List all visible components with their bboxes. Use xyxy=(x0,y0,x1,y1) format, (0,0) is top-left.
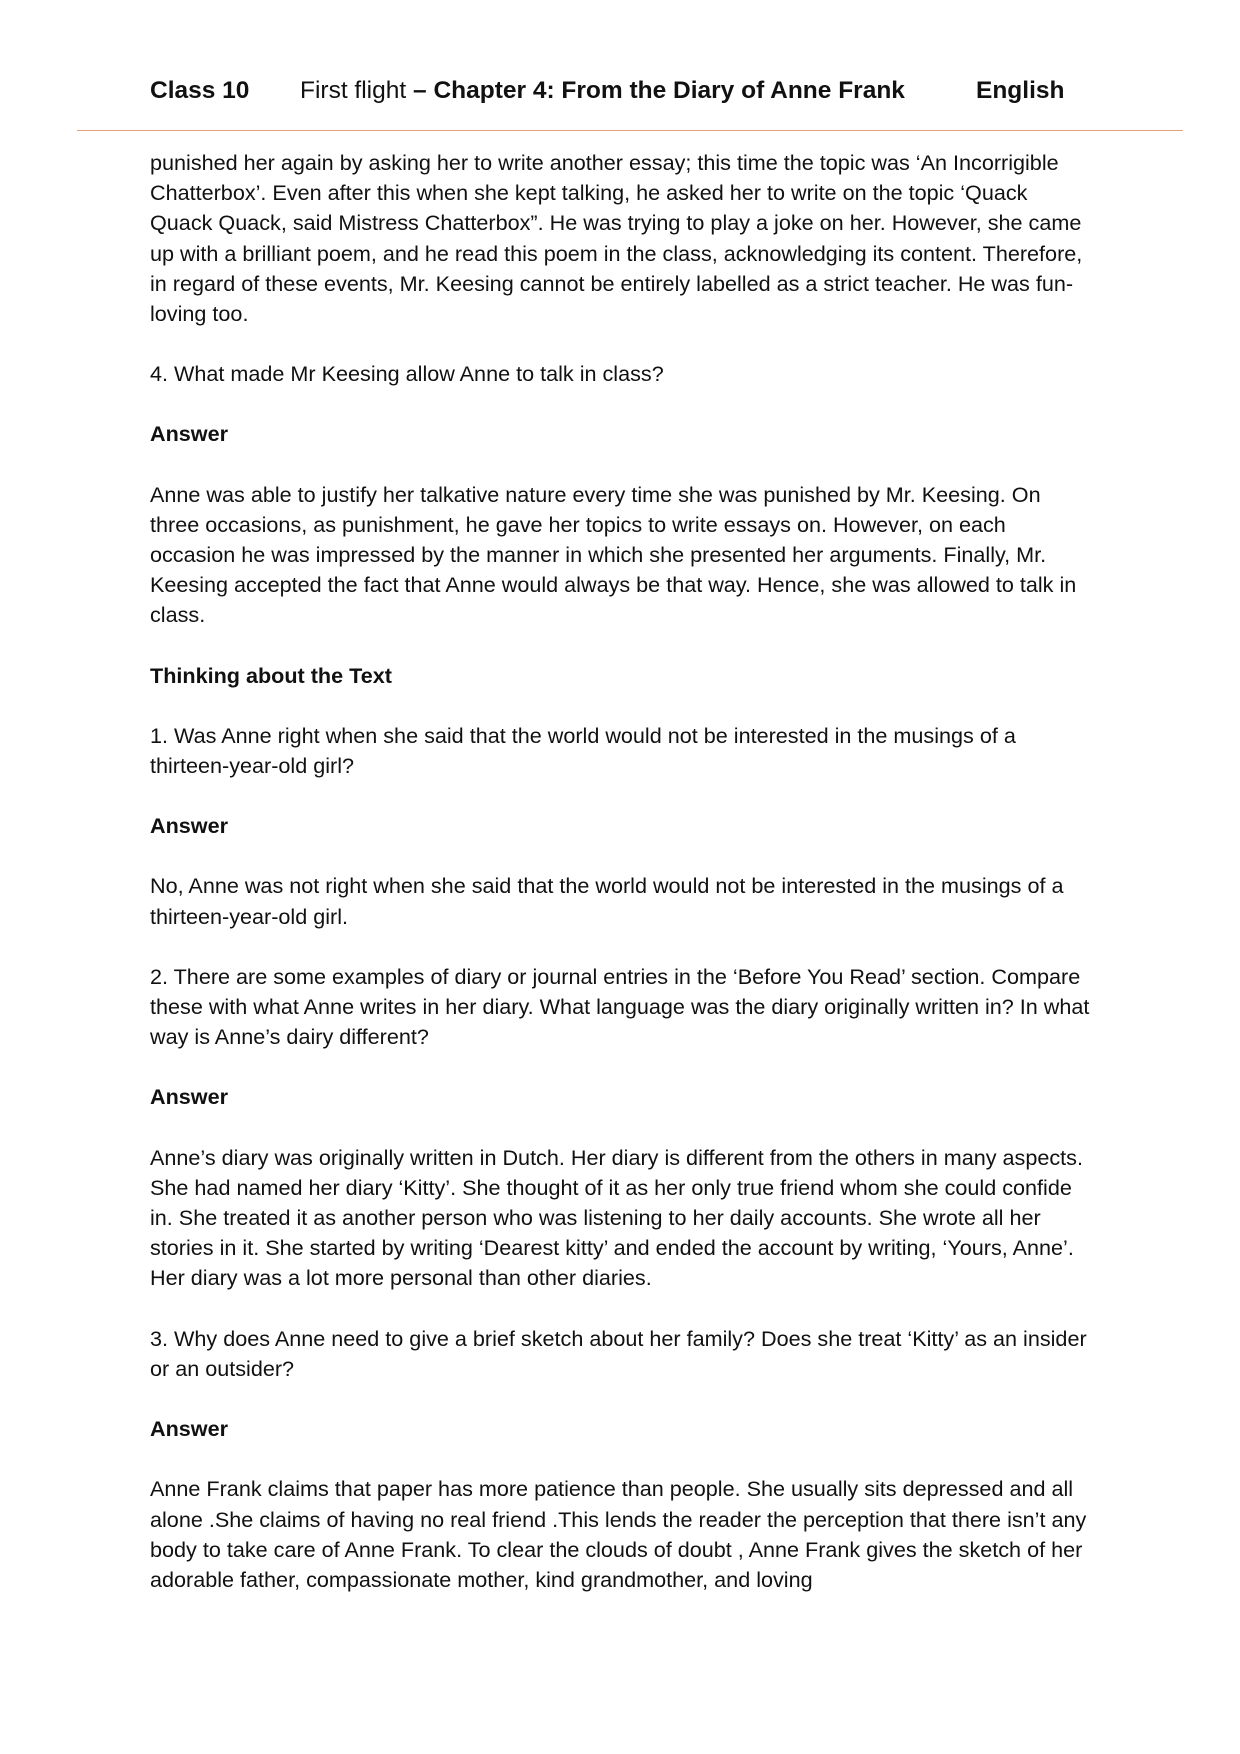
thinking-answer-3: Anne Frank claims that paper has more patience than people. She usually sits depressed and all alone .She claims of having no real friend .This lends the reader the perception that there isn’t any body to take care of Anne Frank. To clear the clouds of doubt , Anne Frank gives the sketch of her adorable father, compassionate mother, kind grandmother, and loving xyxy=(150,1476,1087,1592)
subject-label: English xyxy=(976,77,1065,104)
page-header xyxy=(150,74,1080,108)
thinking-question-1: 1. Was Anne right when she said that the world would not be interested in the musings of a thirteen-year-old girl? xyxy=(150,722,1016,779)
page-content xyxy=(150,148,1095,1625)
answer-heading: Answer xyxy=(150,1416,229,1442)
question-4: 4. What made Mr Keesing allow Anne to talk in class? xyxy=(150,361,664,387)
title-separator: – xyxy=(406,77,434,104)
thinking-answer-2: Anne’s diary was originally written in Dutch. Her diary is different from the others in many aspects. She had named her diary ‘Kitty’. She thought of it as her only true friend whom she could confide in. She treated it as another person who was listening to her daily accounts. She wrote all her stories in it. She started by writing ‘Dearest kitty’ and ended the account by writing, ‘Yours, Anne’. Her diary was a lot more personal than other diaries. xyxy=(150,1144,1083,1291)
book-chapter-title xyxy=(300,74,905,108)
thinking-question-3: 3. Why does Anne need to give a brief sketch about her family? Does she treat ‘Kitty’ as an insider or an outsider? xyxy=(150,1325,1087,1381)
book-title: First flight xyxy=(300,77,407,104)
class-label: Class 10 xyxy=(150,77,250,104)
answer-heading: Answer xyxy=(150,421,229,447)
thinking-answer-1: No, Anne was not right when she said that the world would not be interested in the musings of a thirteen-year-old girl. xyxy=(150,873,1064,929)
chapter-title: Chapter 4: From the Diary of Anne Frank xyxy=(433,77,905,104)
section-heading: Thinking about the Text xyxy=(150,662,392,688)
continued-answer-paragraph: punished her again by asking her to write another essay; this time the topic was ‘An Incorrigible Chatterbox’. Even after this when she kept talking, he asked her to write on the topic ‘Quack Quack Quack, said Mistress Chatterbox”. He was trying to play a joke on her. However, she came up with a brilliant poem, and he read this poem in the class, acknowledging its content. Therefore, in regard of these events, Mr. Keesing cannot be entirely labelled as a strict teacher. He was fun-loving too. xyxy=(150,150,1083,327)
answer-heading: Answer xyxy=(150,1084,229,1110)
thinking-question-2: 2. There are some examples of diary or journal entries in the ‘Before You Read’ section. Compare these with what Anne writes in her diary. What language was the diary originally written in? In what way is Anne’s dairy different? xyxy=(150,963,1090,1050)
answer-heading: Answer xyxy=(150,813,229,839)
header-divider xyxy=(77,130,1183,131)
answer-4: Anne was able to justify her talkative nature every time she was punished by Mr. Keesing. On three occasions, as punishment, he gave her topics to write essays on. However, on each occasion he was impressed by the manner in which she presented her arguments. Finally, Mr. Keesing accepted the fact that Anne would always be that way. Hence, she was allowed to talk in class. xyxy=(150,481,1077,628)
